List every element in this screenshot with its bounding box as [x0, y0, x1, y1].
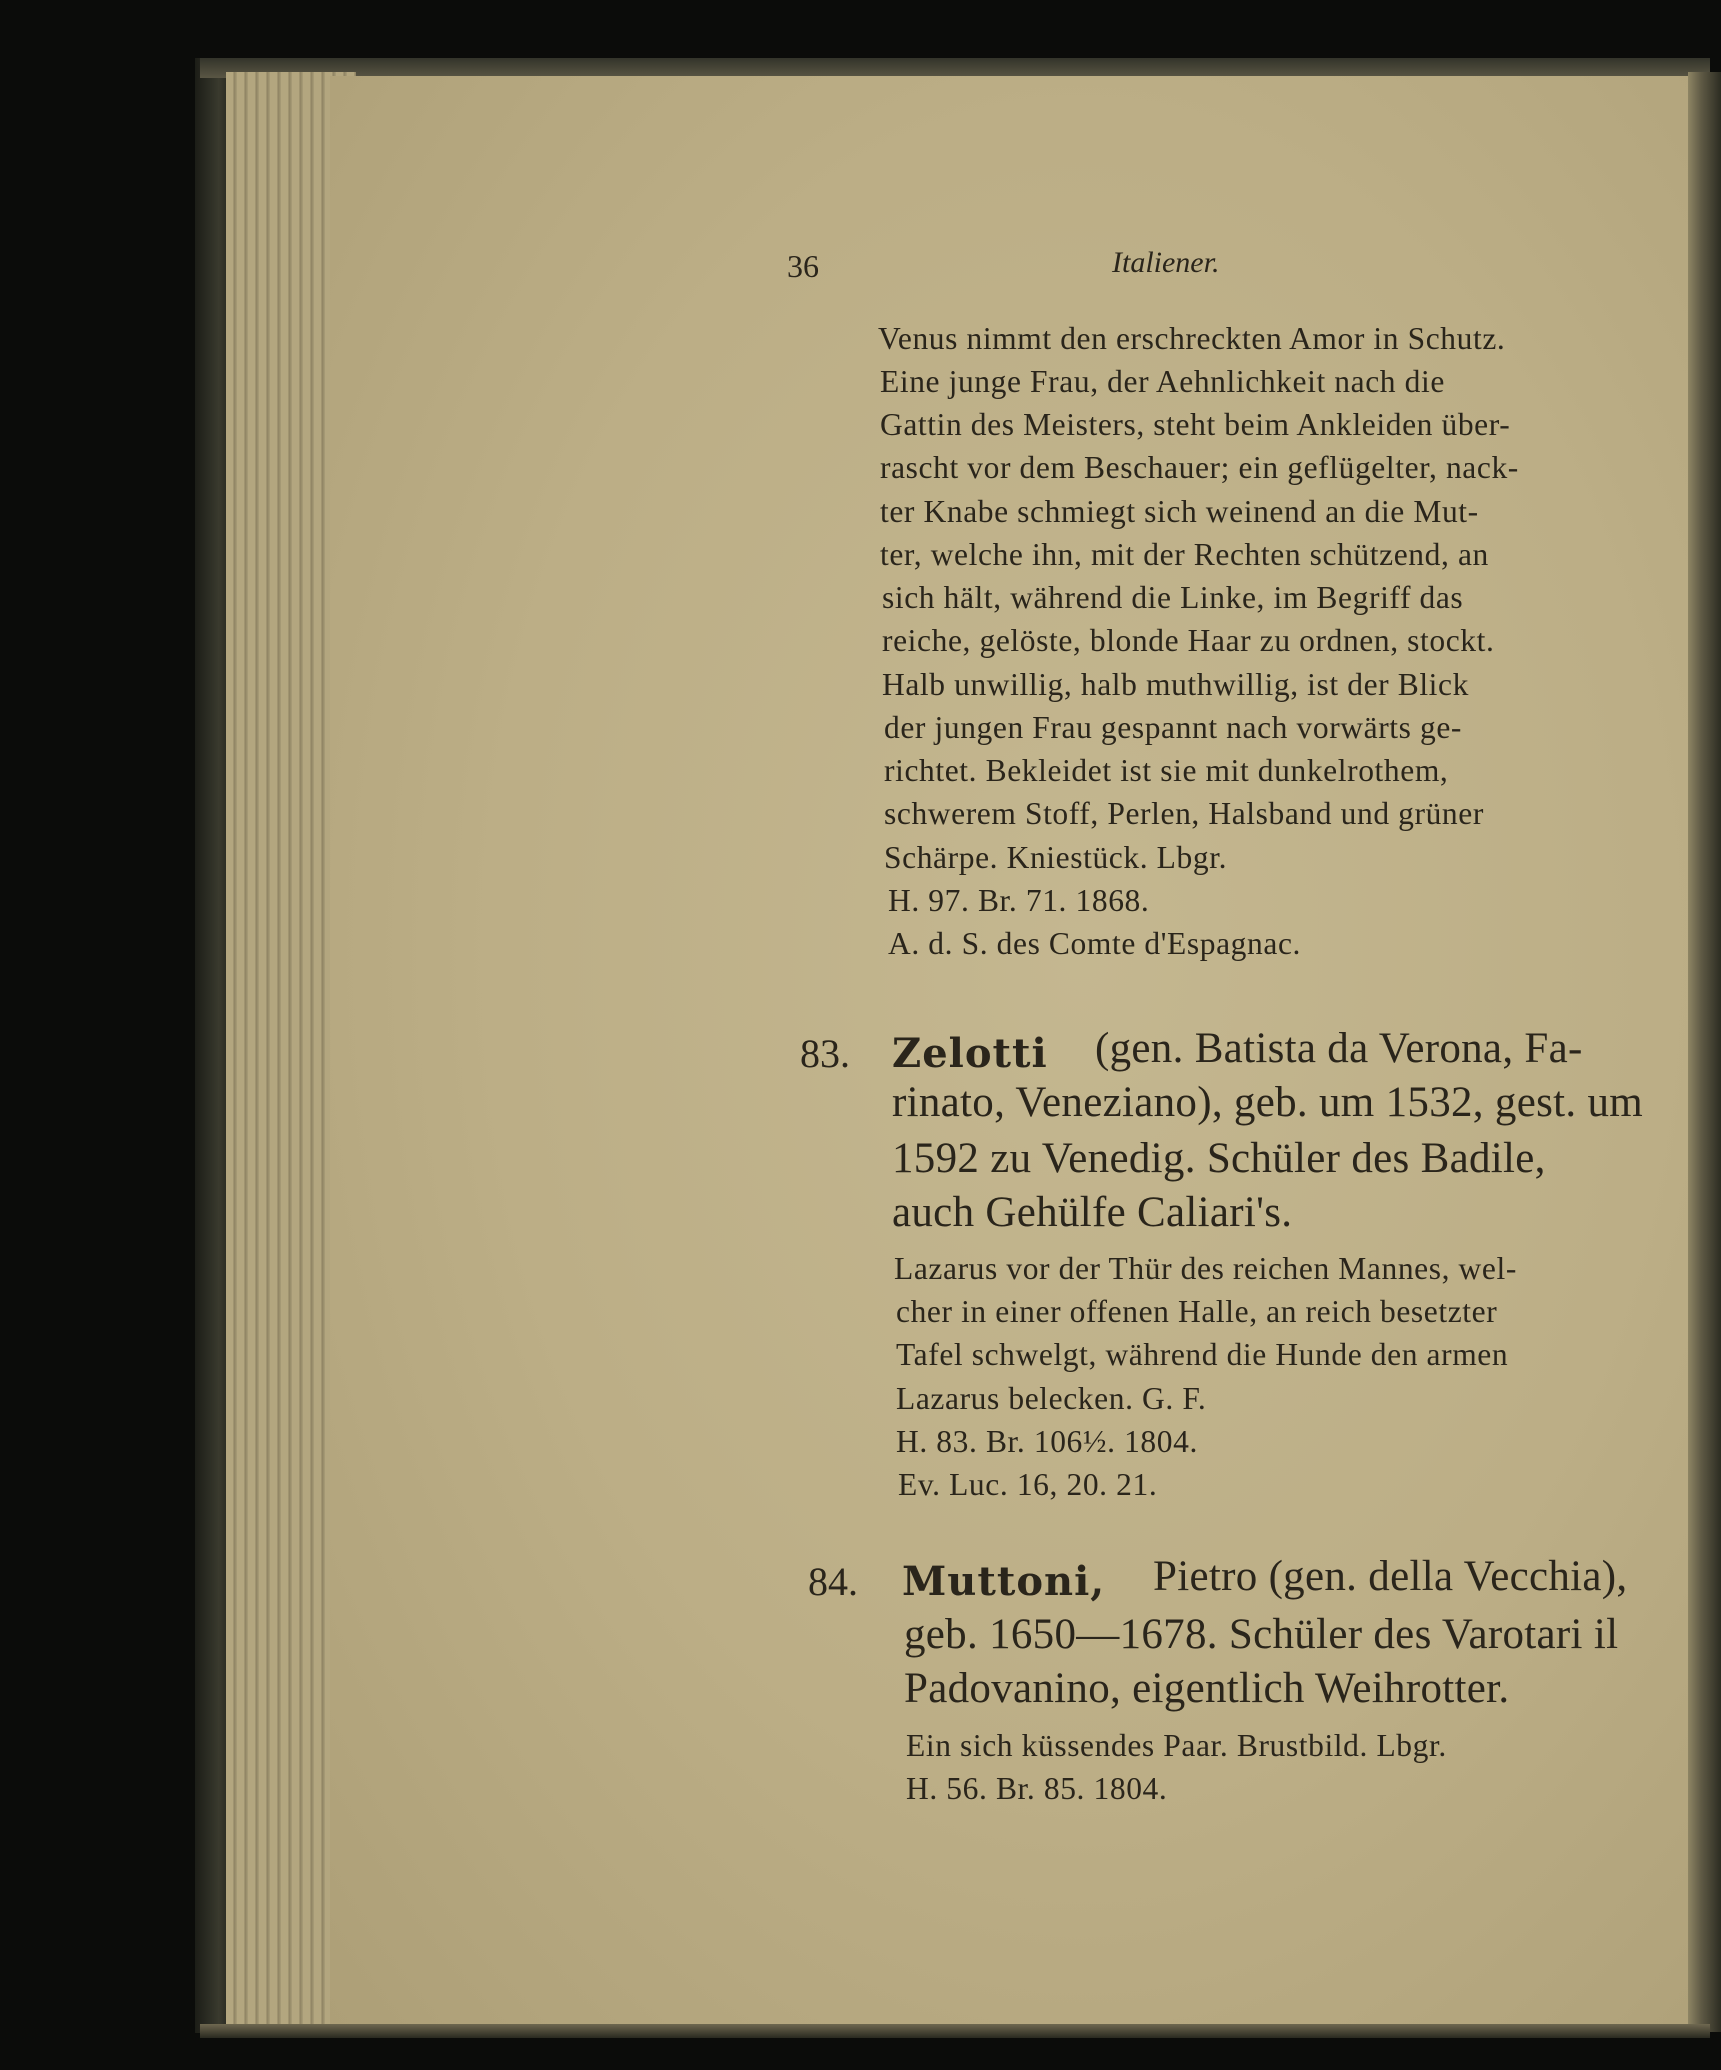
- text-line: Venus nimmt den erschreckten Amor in Schutz.: [878, 321, 1506, 356]
- text-line: Schärpe. Kniestück. Lbgr.: [884, 840, 1228, 875]
- text-line: richtet. Bekleidet ist sie mit dunkelrothem,: [884, 753, 1449, 788]
- text-line: rascht vor dem Beschauer; ein geflügelter, nack-: [880, 450, 1519, 485]
- text-line: A. d. S. des Comte d'Espagnac.: [888, 926, 1301, 961]
- text-line: der jungen Frau gespannt nach vorwärts ge-: [884, 710, 1463, 745]
- text-line: ter Knabe schmiegt sich weinend an die Mut-: [880, 494, 1479, 529]
- text-line: Ev. Luc. 16, 20. 21.: [898, 1467, 1158, 1502]
- entry-header-line: rinato, Veneziano), geb. um 1532, gest. um: [892, 1079, 1644, 1126]
- text-line: Ein sich küssendes Paar. Brustbild. Lbgr.: [906, 1728, 1447, 1763]
- top-shadow: [200, 58, 1710, 78]
- text-line: Tafel schwelgt, während die Hunde den armen: [896, 1337, 1509, 1372]
- entry-number: 83.: [800, 1031, 850, 1076]
- entry-header-line: geb. 1650—1678. Schüler des Varotari il: [904, 1611, 1619, 1658]
- text-line: H. 56. Br. 85. 1804.: [906, 1771, 1168, 1806]
- bottom-shadow: [200, 2024, 1710, 2038]
- text-line: sich hält, während die Linke, im Begriff das: [882, 580, 1464, 615]
- page-number: 36: [787, 248, 819, 284]
- text-line: Eine junge Frau, der Aehnlichkeit nach die: [880, 364, 1445, 399]
- entry-header-line: auch Gehülfe Caliari's.: [892, 1189, 1293, 1236]
- text-line: Lazarus vor der Thür des reichen Mannes, wel-: [894, 1251, 1517, 1286]
- text-line: Gattin des Meisters, steht beim Ankleiden über-: [880, 407, 1511, 442]
- right-page-edge: [1688, 72, 1721, 2032]
- text-line: Halb unwillig, halb muthwillig, ist der Blick: [882, 667, 1469, 702]
- entry-header-line: (gen. Batista da Verona, Fa-: [1095, 1025, 1583, 1072]
- text-line: ter, welche ihn, mit der Rechten schützend, an: [880, 537, 1489, 572]
- text-line: Lazarus belecken. G. F.: [896, 1381, 1207, 1416]
- entry-header-line: Pietro (gen. della Vecchia),: [1153, 1553, 1628, 1600]
- artist-name: Zelotti: [892, 1030, 1048, 1077]
- entry-number: 84.: [808, 1559, 858, 1604]
- text-line: cher in einer offenen Halle, an reich besetzter: [896, 1294, 1498, 1329]
- artist-name: Muttoni,: [902, 1558, 1106, 1605]
- entry-header-line: 1592 zu Venedig. Schüler des Badile,: [892, 1135, 1546, 1182]
- text-line: reiche, gelöste, blonde Haar zu ordnen, stockt.: [882, 623, 1495, 658]
- text-line: H. 97. Br. 71. 1868.: [888, 883, 1150, 918]
- running-title: Italiener.: [1112, 246, 1220, 279]
- text-line: schwerem Stoff, Perlen, Halsband und grüner: [884, 796, 1484, 831]
- text-line: H. 83. Br. 106½. 1804.: [896, 1424, 1198, 1459]
- entry-header-line: Padovanino, eigentlich Weihrotter.: [904, 1665, 1510, 1712]
